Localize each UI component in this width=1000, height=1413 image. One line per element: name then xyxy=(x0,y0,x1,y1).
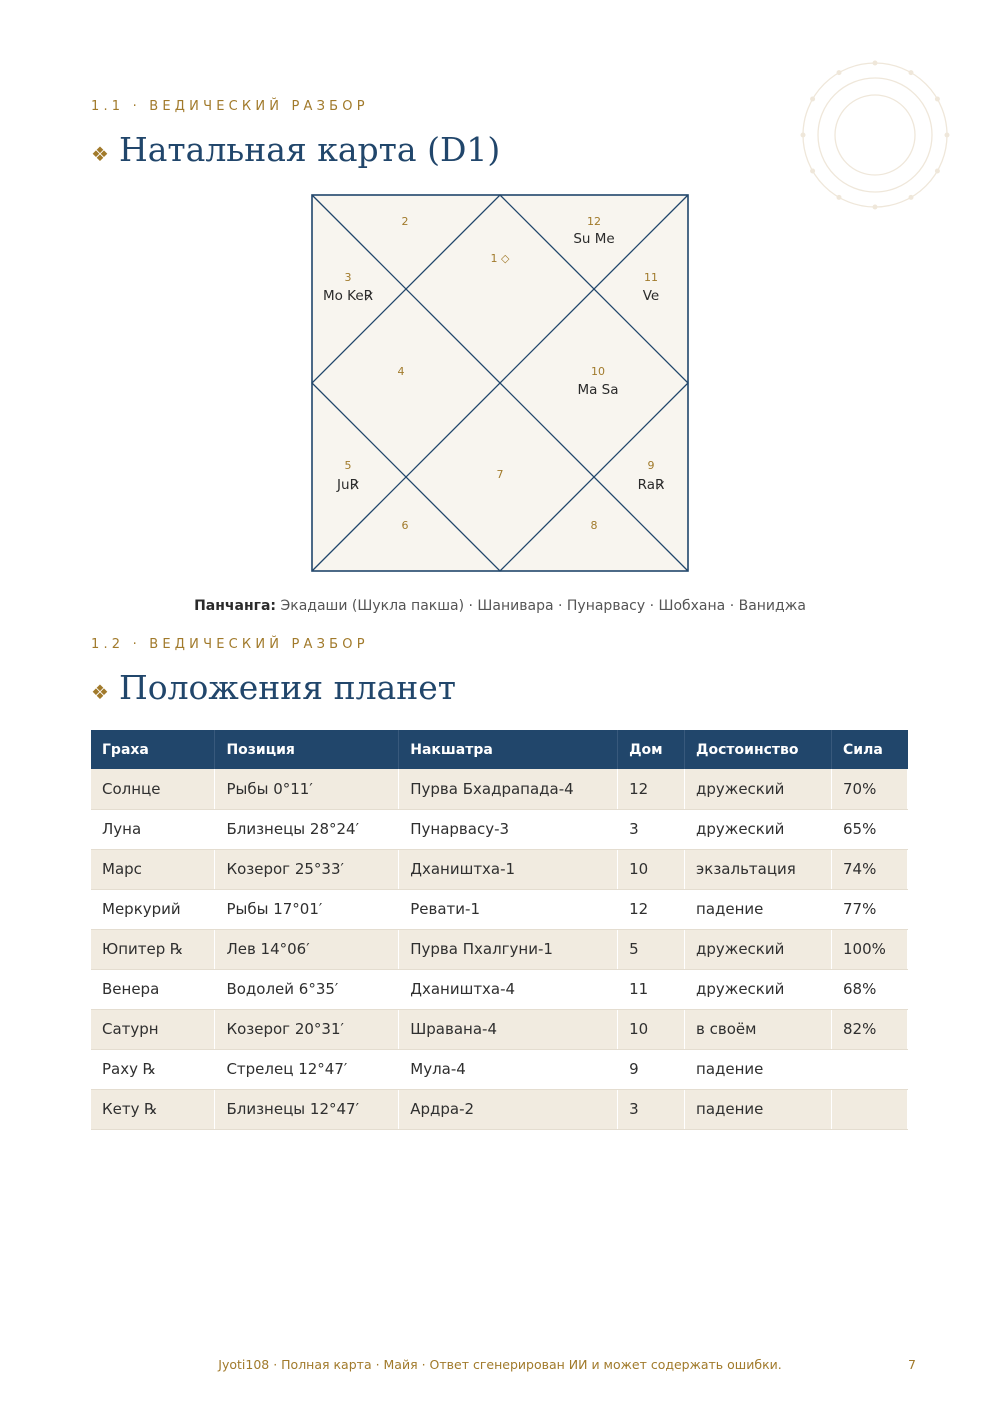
table-cell: Меркурий xyxy=(91,889,215,929)
table-cell: Мула-4 xyxy=(399,1049,618,1089)
table-cell: 10 xyxy=(618,849,685,889)
house-number-3: 3 xyxy=(344,271,352,284)
table-cell: экзальтация xyxy=(685,849,832,889)
table-cell: Солнце xyxy=(91,769,215,809)
table-cell: 9 xyxy=(618,1049,685,1089)
table-cell: Дхаништха-1 xyxy=(399,849,618,889)
section-title: Положения планет xyxy=(118,668,457,707)
column-header: Граха xyxy=(91,730,215,769)
column-header: Накшатра xyxy=(399,730,618,769)
house-number-6: 6 xyxy=(401,519,409,532)
table-cell: падение xyxy=(685,1049,832,1089)
table-cell: 12 xyxy=(618,889,685,929)
diamond-icon: ❖ xyxy=(91,141,109,166)
house-planets-11: Ve xyxy=(642,288,660,304)
table-cell: в своём xyxy=(685,1009,832,1049)
table-row xyxy=(91,769,908,809)
table-cell: 100% xyxy=(831,929,907,969)
table-cell: дружеский xyxy=(685,769,832,809)
section-kicker: 1.1 · ВЕДИЧЕСКИЙ РАЗБОР xyxy=(91,99,369,114)
table-cell: Марс xyxy=(91,849,215,889)
table-cell: Венера xyxy=(91,969,215,1009)
table-cell: 74% xyxy=(831,849,907,889)
panchanga-line xyxy=(0,598,1000,614)
column-header: Достоинство xyxy=(685,730,832,769)
section-heading xyxy=(91,668,456,707)
house-number-9: 9 xyxy=(647,459,655,472)
house-planets-9: RaR̷ xyxy=(637,477,665,493)
house-planets-5: JuR̷ xyxy=(337,477,359,493)
table-cell: Рыбы 17°01′ xyxy=(215,889,399,929)
table-cell: дружеский xyxy=(685,969,832,1009)
table-cell: Рыбы 0°11′ xyxy=(215,769,399,809)
house-number-11: 11 xyxy=(644,271,658,284)
table-cell: Близнецы 28°24′ xyxy=(215,809,399,849)
table-cell: дружеский xyxy=(685,929,832,969)
house-number-7: 7 xyxy=(496,468,504,481)
natal-chart xyxy=(311,194,689,572)
house-planets-10: Ma Sa xyxy=(577,382,619,398)
house-planets-3: Mo KeR̷ xyxy=(322,288,374,304)
table-cell: Дхаништха-4 xyxy=(399,969,618,1009)
section-kicker: 1.2 · ВЕДИЧЕСКИЙ РАЗБОР xyxy=(91,637,369,652)
table-row xyxy=(91,809,908,849)
table-cell: падение xyxy=(685,889,832,929)
ornament-circles-icon xyxy=(800,60,950,210)
table-cell: Близнецы 12°47′ xyxy=(215,1089,399,1129)
house-number-8: 8 xyxy=(590,519,598,532)
table-cell: Стрелец 12°47′ xyxy=(215,1049,399,1089)
table-cell: 10 xyxy=(618,1009,685,1049)
house-number-5: 5 xyxy=(344,459,352,472)
table-cell: 82% xyxy=(831,1009,907,1049)
house-planets-12: Su Me xyxy=(573,231,615,247)
panchanga-label: Панчанга: xyxy=(194,598,277,614)
planet-positions-table xyxy=(91,730,908,1130)
table-cell: 11 xyxy=(618,969,685,1009)
table-cell: Раху ℞ xyxy=(91,1049,215,1089)
table-header-row xyxy=(91,730,908,769)
table-cell: Шравана-4 xyxy=(399,1009,618,1049)
table-cell: 70% xyxy=(831,769,907,809)
house-number-2: 2 xyxy=(401,215,409,228)
house-number-1: 1 ◇ xyxy=(490,252,510,265)
table-cell: 65% xyxy=(831,809,907,849)
table-row xyxy=(91,1049,908,1089)
table-cell: 5 xyxy=(618,929,685,969)
column-header: Позиция xyxy=(215,730,399,769)
table-cell: Кету ℞ xyxy=(91,1089,215,1129)
table-cell: Луна xyxy=(91,809,215,849)
column-header: Сила xyxy=(831,730,907,769)
house-number-4: 4 xyxy=(397,365,405,378)
table-cell: Водолей 6°35′ xyxy=(215,969,399,1009)
table-cell: Козерог 25°33′ xyxy=(215,849,399,889)
table-cell: Пурва Бхадрапада-4 xyxy=(399,769,618,809)
table-cell xyxy=(831,1089,907,1129)
table-cell: Сатурн xyxy=(91,1009,215,1049)
table-cell: 3 xyxy=(618,809,685,849)
table-row xyxy=(91,969,908,1009)
table-row xyxy=(91,1089,908,1129)
page-number: 7 xyxy=(908,1357,916,1372)
table-cell: 12 xyxy=(618,769,685,809)
table-cell: Пурва Пхалгуни-1 xyxy=(399,929,618,969)
table-row xyxy=(91,929,908,969)
table-cell: падение xyxy=(685,1089,832,1129)
table-cell: 77% xyxy=(831,889,907,929)
table-cell: Пунарвасу-3 xyxy=(399,809,618,849)
house-number-10: 10 xyxy=(591,365,605,378)
table-row xyxy=(91,849,908,889)
diamond-icon: ❖ xyxy=(91,679,109,704)
panchanga-text: Экадаши (Шукла пакша) · Шанивара · Пунарвасу · Шобхана · Ваниджа xyxy=(276,598,806,614)
table-cell: Ревати-1 xyxy=(399,889,618,929)
table-cell: Лев 14°06′ xyxy=(215,929,399,969)
section-title: Натальная карта (D1) xyxy=(118,130,501,169)
table-row xyxy=(91,1009,908,1049)
page-footer: Jyoti108 · Полная карта · Майя · Ответ сгенерирован ИИ и может содержать ошибки. xyxy=(218,1357,782,1372)
column-header: Дом xyxy=(618,730,685,769)
table-cell: Козерог 20°31′ xyxy=(215,1009,399,1049)
table-cell: Ардра-2 xyxy=(399,1089,618,1129)
table-cell: 68% xyxy=(831,969,907,1009)
table-cell xyxy=(831,1049,907,1089)
table-cell: 3 xyxy=(618,1089,685,1129)
house-number-12: 12 xyxy=(587,215,601,228)
table-cell: дружеский xyxy=(685,809,832,849)
table-cell: Юпитер ℞ xyxy=(91,929,215,969)
section-heading xyxy=(91,130,500,169)
table-row xyxy=(91,889,908,929)
